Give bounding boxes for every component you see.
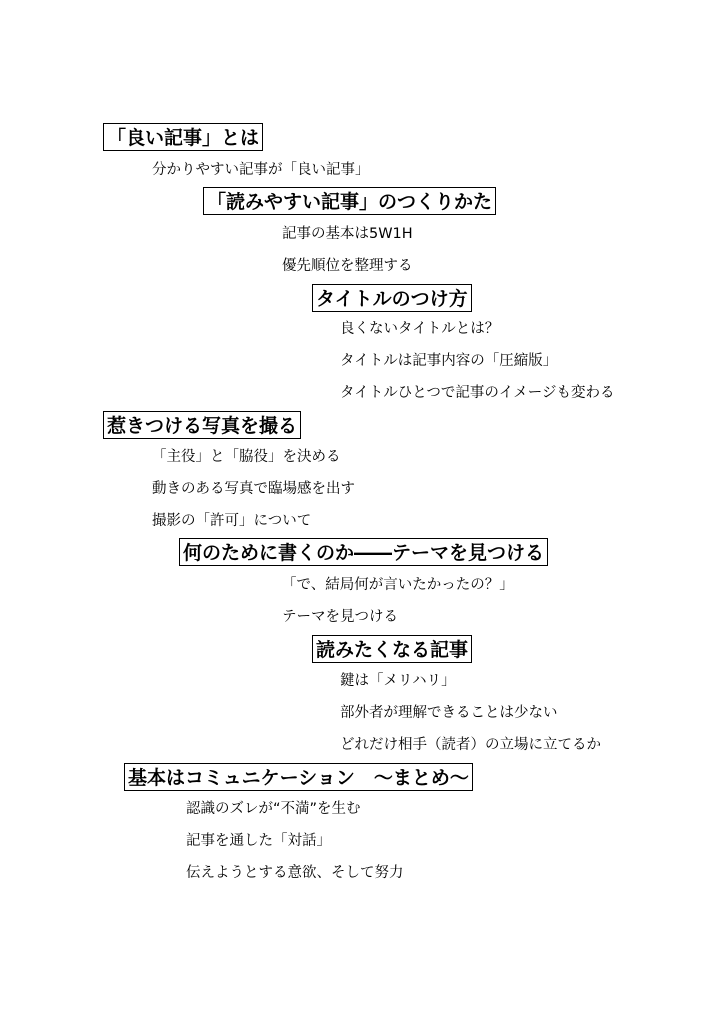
section-heading-good-article: 「良い記事」とは (103, 123, 263, 151)
section-item: 認識のズレが“不満”を生む (186, 801, 361, 817)
section-item: 記事の基本は5W1H (282, 226, 413, 242)
section-item: 伝えようとする意欲、そして努力 (186, 865, 404, 881)
section-heading-readable-article: 「読みやすい記事」のつくりかた (203, 187, 496, 215)
section-item: 記事を通した「対話」 (186, 833, 331, 849)
section-heading-want-to-read: 読みたくなる記事 (312, 635, 472, 663)
section-item: テーマを見つける (282, 609, 398, 625)
section-item: 部外者が理解できることは少ない (340, 705, 558, 721)
section-item: 「主役」と「脇役」を決める (152, 449, 341, 465)
section-item: 分かりやすい記事が「良い記事」 (152, 162, 370, 178)
section-item: 撮影の「許可」について (152, 513, 312, 529)
section-heading-communication: 基本はコミュニケーション ～まとめ～ (124, 763, 473, 791)
section-item: どれだけ相手（読者）の立場に立てるか (340, 737, 601, 753)
section-heading-photo: 惹きつける写真を撮る (103, 411, 301, 439)
section-item: タイトルは記事内容の「圧縮版」 (340, 353, 558, 369)
section-item: 「で、結局何が言いたかったの？」 (282, 577, 514, 593)
section-heading-title: タイトルのつけ方 (312, 284, 472, 312)
section-item: 鍵は「メリハリ」 (340, 673, 456, 689)
section-heading-theme: 何のために書くのか――テーマを見つける (179, 538, 548, 566)
section-item: 優先順位を整理する (282, 258, 413, 274)
section-item: 良くないタイトルとは？ (340, 321, 500, 337)
section-item: 動きのある写真で臨場感を出す (152, 481, 355, 497)
section-item: タイトルひとつで記事のイメージも変わる (340, 385, 615, 401)
